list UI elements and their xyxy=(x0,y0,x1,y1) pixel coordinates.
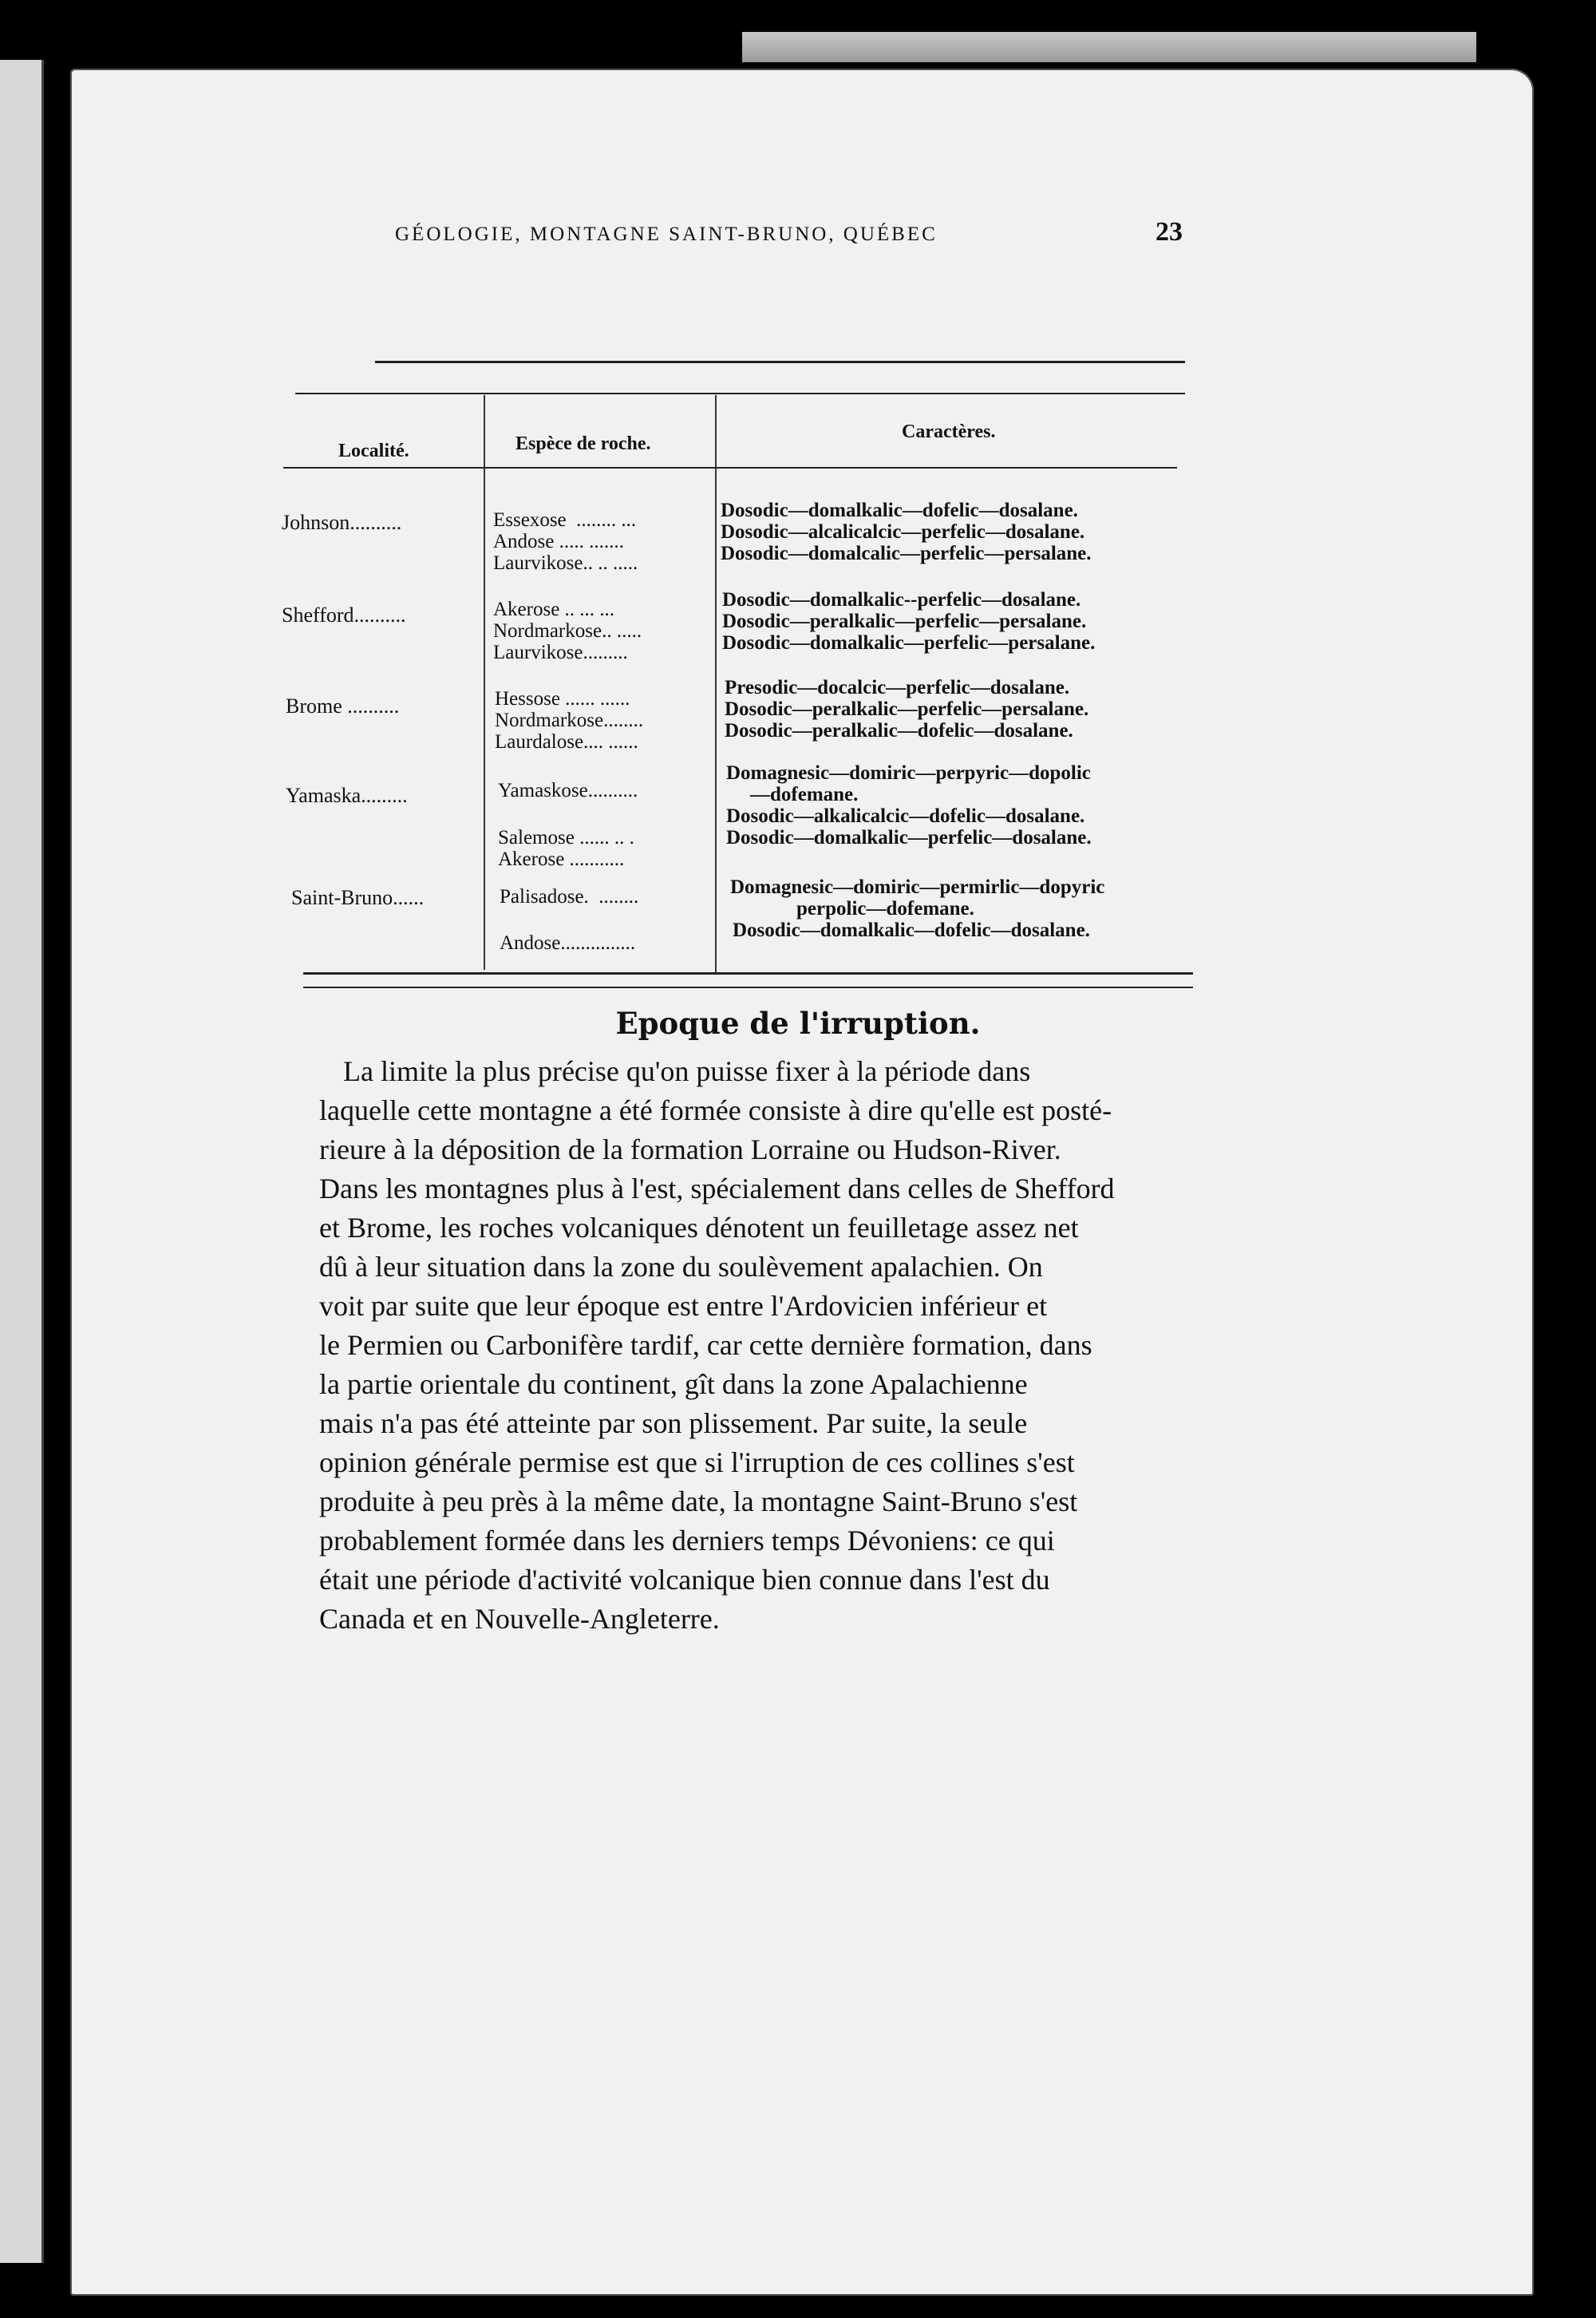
table-col-divider-1 xyxy=(484,395,485,970)
text-line: La limite la plus précise qu'on puisse fixer à la période dans xyxy=(343,1055,1031,1087)
section-title: Epoque de l'irruption. xyxy=(615,1006,981,1041)
table-col-divider-2 xyxy=(715,395,717,974)
rock-cell: Laurdalose.... ...... xyxy=(495,731,638,753)
table-top-rule xyxy=(295,393,1185,394)
character-cell: Dosodic—peralkalic—perfelic—persalane. xyxy=(722,611,1087,632)
rock-cell: Laurvikose.. .. ..... xyxy=(493,552,638,574)
rock-cell: Salemose ...... .. . xyxy=(498,827,634,848)
rock-cell: Andose ..... ....... xyxy=(493,531,624,552)
locality-yamaska: Yamaska......... xyxy=(286,784,408,807)
text-line: opinion générale permise est que si l'irruption de ces collines s'est xyxy=(319,1446,1075,1478)
header-title: GÉOLOGIE, MONTAGNE SAINT-BRUNO, QUÉBEC xyxy=(395,223,938,245)
character-cell: Dosodic—domalkalic--perfelic—dosalane. xyxy=(722,589,1081,611)
character-cell: Dosodic—domalkalic—dofelic—dosalane. xyxy=(721,500,1078,521)
character-cell: Presodic—docalcic—perfelic—dosalane. xyxy=(725,677,1070,698)
text-line: la partie orientale du continent, gît dans la zone Apalachienne xyxy=(319,1368,1028,1400)
locality-brome: Brome .......... xyxy=(286,694,400,718)
character-cell: Domagnesic—domiric—perpyric—dopolic xyxy=(726,762,1091,784)
character-cell: —dofemane. xyxy=(750,784,859,805)
text-line: laquelle cette montagne a été formée consiste à dire qu'elle est posté- xyxy=(319,1094,1112,1126)
body-paragraph xyxy=(319,1052,1211,1639)
table-bottom-rule-2 xyxy=(303,987,1193,988)
text-line: était une période d'activité volcanique bien connue dans l'est du xyxy=(319,1564,1050,1596)
rock-cell: Andose............... xyxy=(500,932,636,954)
rock-cell: Hessose ...... ...... xyxy=(495,688,630,710)
character-cell: Domagnesic—domiric—permirlic—dopyric xyxy=(730,876,1105,898)
text-line: et Brome, les roches volcaniques dénotent un feuilletage assez net xyxy=(319,1212,1079,1244)
col-header-caracteres: Caractères. xyxy=(902,421,996,442)
character-cell: Dosodic—alcalicalcic—perfelic—dosalane. xyxy=(721,521,1085,543)
text-line: Dans les montagnes plus à l'est, spécialement dans celles de Shefford xyxy=(319,1173,1115,1204)
rock-cell: Palisadose. ........ xyxy=(500,886,639,908)
page-number: 23 xyxy=(1156,217,1183,247)
character-cell: perpolic—dofemane. xyxy=(796,898,974,920)
col-header-espece: Espèce de roche. xyxy=(516,433,651,454)
locality-shefford: Shefford.......... xyxy=(282,603,406,627)
rock-cell: Essexose ........ ... xyxy=(493,509,637,531)
text-line: mais n'a pas été atteinte par son plissement. Par suite, la seule xyxy=(319,1407,1028,1439)
character-cell: Dosodic—alkalicalcic—dofelic—dosalane. xyxy=(726,805,1085,827)
character-cell: Dosodic—domalkalic—perfelic—dosalane. xyxy=(726,827,1092,848)
table-bottom-rule xyxy=(303,972,1193,975)
rock-cell: Nordmarkose.. ..... xyxy=(493,620,642,642)
locality-saint-bruno: Saint-Bruno...... xyxy=(291,886,425,909)
locality-johnson: Johnson.......... xyxy=(282,511,402,534)
rock-cell: Yamaskose.......... xyxy=(498,780,638,801)
character-cell: Dosodic—peralkalic—dofelic—dosalane. xyxy=(725,720,1073,742)
character-cell: Dosodic—domalkalic—perfelic—persalane. xyxy=(722,632,1096,654)
col-header-localite: Localité. xyxy=(338,441,409,461)
binding-strip xyxy=(742,32,1476,62)
text-line: voit par suite que leur époque est entre l'Ardovicien inférieur et xyxy=(319,1290,1048,1322)
rock-cell: Akerose ........... xyxy=(498,848,625,870)
text-line: dû à leur situation dans la zone du soulèvement apalachien. On xyxy=(319,1251,1043,1283)
rock-cell: Akerose .. ... ... xyxy=(493,599,615,620)
rock-cell: Laurvikose......... xyxy=(493,642,628,663)
table-head-rule xyxy=(283,467,1177,469)
text-line: produite à peu près à la même date, la montagne Saint-Bruno s'est xyxy=(319,1485,1078,1517)
adjacent-page-edge xyxy=(0,60,44,2263)
text-line: rieure à la déposition de la formation Lorraine ou Hudson-River. xyxy=(319,1133,1061,1165)
text-line: Canada et en Nouvelle-Angleterre. xyxy=(319,1603,720,1635)
text-line: probablement formée dans les derniers temps Dévoniens: ce qui xyxy=(319,1525,1055,1557)
character-cell: Dosodic—domalkalic—dofelic—dosalane. xyxy=(733,920,1090,941)
running-header xyxy=(395,223,1225,246)
text-line: le Permien ou Carbonifère tardif, car cette dernière formation, dans xyxy=(319,1329,1092,1361)
header-rule xyxy=(375,361,1185,363)
character-cell: Dosodic—peralkalic—perfelic—persalane. xyxy=(725,698,1089,720)
character-cell: Dosodic—domalcalic—perfelic—persalane. xyxy=(721,543,1092,564)
rock-cell: Nordmarkose........ xyxy=(495,710,644,731)
